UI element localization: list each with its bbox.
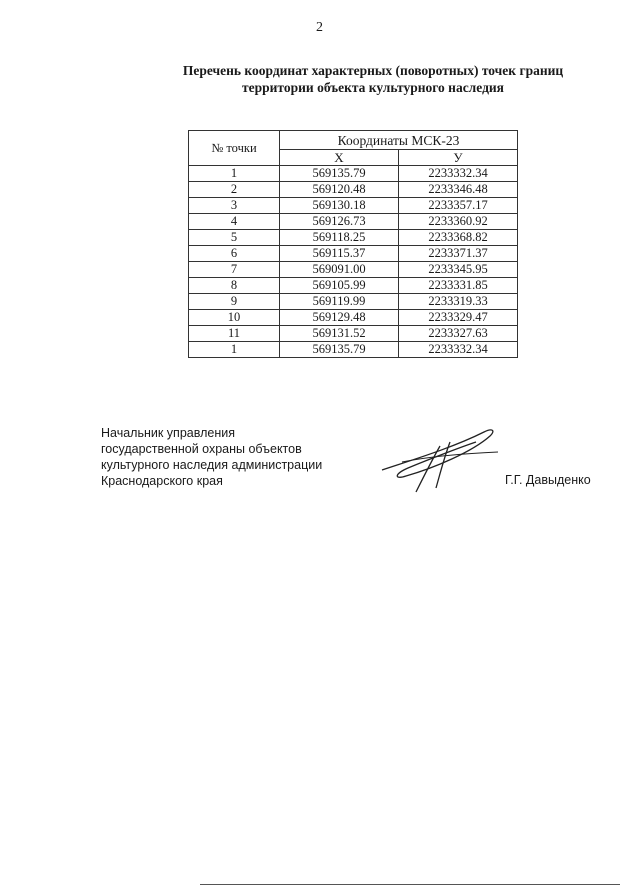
y-coordinate-cell: 2233332.34: [399, 342, 518, 358]
signer-position-line-4: Краснодарского края: [101, 474, 223, 488]
x-coordinate-cell: 569130.18: [280, 198, 399, 214]
table-row: [189, 262, 518, 278]
document-title-line-2: территории объекта культурного наследия: [242, 80, 504, 95]
table-row: [189, 310, 518, 326]
table-row: [189, 278, 518, 294]
x-coordinate-cell: 569131.52: [280, 326, 399, 342]
signer-name: Г.Г. Давыденко: [505, 473, 591, 487]
document-title: [148, 62, 598, 96]
document-title-line-1: Перечень координат характерных (поворотных) точек границ: [182, 63, 564, 78]
point-number-cell: 1: [189, 342, 280, 358]
table-row: [189, 326, 518, 342]
x-coordinate-cell: 569129.48: [280, 310, 399, 326]
y-coordinate-cell: 2233371.37: [399, 246, 518, 262]
x-coordinate-cell: 569119.99: [280, 294, 399, 310]
x-coordinate-cell: 569120.48: [280, 182, 399, 198]
table-row: [189, 294, 518, 310]
x-coordinate-cell: 569135.79: [280, 166, 399, 182]
y-coordinate-cell: 2233329.47: [399, 310, 518, 326]
handwritten-signature: [372, 418, 502, 498]
signature-block: [101, 425, 391, 489]
footer-divider: [200, 884, 620, 885]
point-number-cell: 1: [189, 166, 280, 182]
table-row: [189, 230, 518, 246]
signer-position-line-1: Начальник управления: [101, 426, 235, 440]
point-number-cell: 4: [189, 214, 280, 230]
y-coordinate-cell: 2233319.33: [399, 294, 518, 310]
table-row: [189, 166, 518, 182]
table-header-row: [189, 131, 518, 150]
point-number-cell: 5: [189, 230, 280, 246]
point-number-cell: 10: [189, 310, 280, 326]
table-row: [189, 198, 518, 214]
header-coordinates: Координаты МСК-23: [280, 131, 518, 150]
header-y: У: [399, 150, 518, 166]
point-number-cell: 8: [189, 278, 280, 294]
y-coordinate-cell: 2233357.17: [399, 198, 518, 214]
y-coordinate-cell: 2233368.82: [399, 230, 518, 246]
point-number-cell: 7: [189, 262, 280, 278]
table-row: [189, 182, 518, 198]
signer-position-line-3: культурного наследия администрации: [101, 458, 323, 472]
point-number-cell: 6: [189, 246, 280, 262]
y-coordinate-cell: 2233332.34: [399, 166, 518, 182]
point-number-cell: 9: [189, 294, 280, 310]
x-coordinate-cell: 569135.79: [280, 342, 399, 358]
y-coordinate-cell: 2233346.48: [399, 182, 518, 198]
x-coordinate-cell: 569091.00: [280, 262, 399, 278]
point-number-cell: 3: [189, 198, 280, 214]
header-point-number: № точки: [189, 131, 280, 166]
table-row: [189, 214, 518, 230]
header-x: Х: [280, 150, 399, 166]
page-number: 2: [316, 20, 323, 35]
table-row: [189, 246, 518, 262]
point-number-cell: 2: [189, 182, 280, 198]
y-coordinate-cell: 2233360.92: [399, 214, 518, 230]
coordinates-table: [188, 130, 518, 358]
signer-position-line-2: государственной охраны объектов: [101, 442, 302, 456]
y-coordinate-cell: 2233345.95: [399, 262, 518, 278]
y-coordinate-cell: 2233331.85: [399, 278, 518, 294]
y-coordinate-cell: 2233327.63: [399, 326, 518, 342]
table-row: [189, 342, 518, 358]
x-coordinate-cell: 569118.25: [280, 230, 399, 246]
x-coordinate-cell: 569126.73: [280, 214, 399, 230]
x-coordinate-cell: 569105.99: [280, 278, 399, 294]
point-number-cell: 11: [189, 326, 280, 342]
x-coordinate-cell: 569115.37: [280, 246, 399, 262]
